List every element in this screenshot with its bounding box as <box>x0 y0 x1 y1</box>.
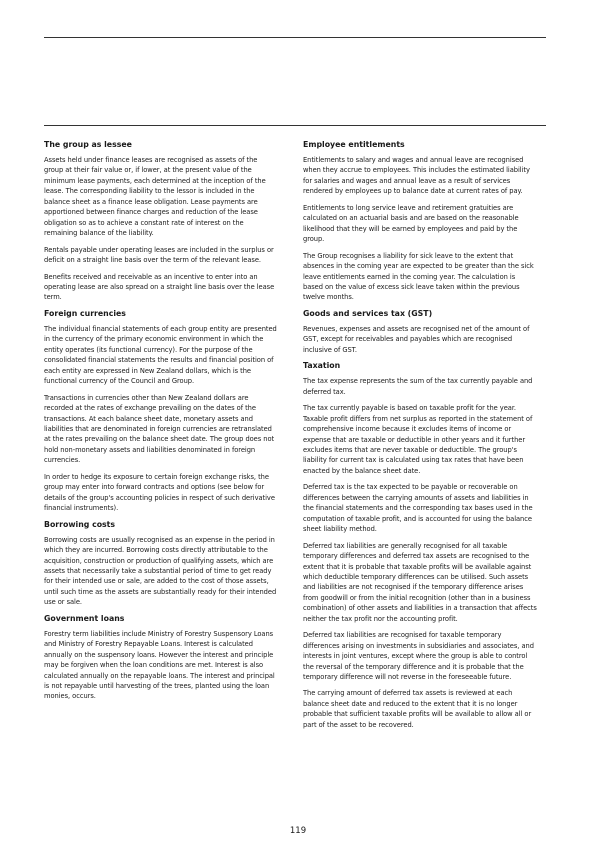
paragraph: Borrowing costs are usually recognised as an expense in the period in which they are incurred. Borrowing costs directly attributable to the acquisition, construction or production of qualifying assets, which are assets that necessarily take a substantial period of time to get ready for their intended use or sale, are added to the cost of those assets, until such time as the assets are substantially ready for their intended use or sale. <box>44 535 277 607</box>
section-employee-entitlements <box>303 140 537 303</box>
paragraph: Revenues, expenses and assets are recognised net of the amount of GST, except for receivables and payables which are recognised inclusive of GST. <box>303 324 530 354</box>
section-borrowing-costs <box>44 520 278 608</box>
paragraph: The individual financial statements of each group entity are presented in the currency of the primary economic environment in which the entity operates (its functional currency). For the purpose of the consolidated financial statements the results and financial position of each entity are expressed in New Zealand dollars, which is the functional currency of the Council and Group. <box>44 324 277 386</box>
right-column <box>303 140 537 736</box>
paragraph: In order to hedge its exposure to certain foreign exchange risks, the group may enter into forward contracts and options (see below for details of the group's accounting policies in respect of such derivative financial instruments). <box>44 472 275 513</box>
paragraph: Deferred tax is the tax expected to be payable or recoverable on differences between the carrying amounts of assets and liabilities in the financial statements and the corresponding tax bases used in the computation of taxable profit, and is accounted for using the balance sheet liability method. <box>303 483 533 534</box>
section-heading: The group as lessee <box>44 140 132 149</box>
paragraph: The carrying amount of deferred tax assets is reviewed at each balance sheet date and reduced to the extent that it is no longer probable that sufficient taxable profits will be available to allow all or part of the asset to be recovered. <box>303 689 532 729</box>
section-heading: Government loans <box>44 613 125 623</box>
top-rule <box>44 37 546 38</box>
paragraph: Deferred tax liabilities are generally recognised for all taxable temporary differences and deferred tax assets are recognised to the extent that it is probable that taxable profits will be available against which deductible temporary differences can be utilised. Such assets and liabilities are not recognised if the temporary difference arises from goodwill or from the initial recognition (other than in a business combination) of other assets and liabilities in a transaction that affects neither the tax profit nor the accounting profit. <box>303 541 537 623</box>
paragraph: Assets held under finance leases are recognised as assets of the group at their fair value or, if lower, at the present value of the minimum lease payments, each determined at the inception of the lease. The corresponding liability to the lessor is included in the balance sheet as a finance lease obligation. Lease payments are apportioned between finance charges and reduction of the lease obligation so as to achieve a constant rate of interest on the remaining balance of the liability. <box>44 156 266 238</box>
paragraph: Forestry term liabilities include Ministry of Forestry Suspensory Loans and Ministry of Forestry Repayable Loans. Interest is calculated annually on the suspensory loans. However the interest and principle may be forgiven when the loan conditions are met. Interest is also calculated annually on the repayable loans. The interest and principal is not repayable until harvesting of the trees, planted using the loan monies, occurs. <box>44 629 275 701</box>
paragraph: The Group recognises a liability for sick leave to the extent that absences in the coming year are expected to be greater than the sick leave entitlements earned in the coming year. The calculation is based on the value of excess sick leave taken within the previous twelve months. <box>303 251 534 302</box>
paragraph: The tax expense represents the sum of the tax currently payable and deferred tax. <box>303 377 533 396</box>
paragraph: Rentals payable under operating leases are included in the surplus or deficit on a straight line basis over the term of the relevant lease. <box>44 245 274 265</box>
left-column <box>44 140 278 708</box>
section-foreign-currencies <box>44 309 278 514</box>
section-taxation <box>303 361 537 730</box>
page-number: 119 <box>289 826 307 836</box>
section-heading: Goods and services tax (GST) <box>303 308 433 318</box>
header-rule <box>44 125 546 126</box>
section-heading: Taxation <box>303 361 341 371</box>
section-heading: Employee entitlements <box>303 140 405 149</box>
section-gst <box>303 309 537 355</box>
paragraph: Transactions in currencies other than New Zealand dollars are recorded at the rates of exchange prevailing on the dates of the transactions. At each balance sheet date, monetary assets and liabilities that are denominated in foreign currencies are retranslated at the rates prevailing on the balance sheet date. The group does not hold non-monetary assets and liabilities denominated in foreign currencies. <box>44 393 275 465</box>
paragraph: The tax currently payable is based on taxable profit for the year. Taxable profit differs from net surplus as reported in the statement of comprehensive income because it excludes items of income or expense that are taxable or deductible in other years and it further excludes items that are never taxable or deductible. The group's liability for current tax is calculated using tax rates that have been enacted by the balance sheet date. <box>303 404 533 475</box>
paragraph: Entitlements to long service leave and retirement gratuities are calculated on an actuarial basis and are based on the reasonable likelihood that they will be earned by employees and paid by the group. <box>303 203 519 244</box>
paragraph: Benefits received and receivable as an incentive to enter into an operating lease are also spread on a straight line basis over the lease term. <box>44 272 275 302</box>
section-group-as-lessee <box>44 140 278 303</box>
paragraph: Deferred tax liabilities are recognised for taxable temporary differences arising on investments in subsidiaries and associates, and interests in joint ventures, except where the group is able to control the reversal of the temporary difference and it is probable that the temporary difference will not reverse in the foreseeable future. <box>303 631 534 682</box>
section-heading: Foreign currencies <box>44 308 126 318</box>
section-government-loans <box>44 614 278 702</box>
section-heading: Borrowing costs <box>44 519 116 529</box>
paragraph: Entitlements to salary and wages and annual leave are recognised when they accrue to employees. This includes the estimated liability for salaries and wages and annual leave as a result of services rendered by employees up to balance date at current rates of pay. <box>303 156 530 196</box>
